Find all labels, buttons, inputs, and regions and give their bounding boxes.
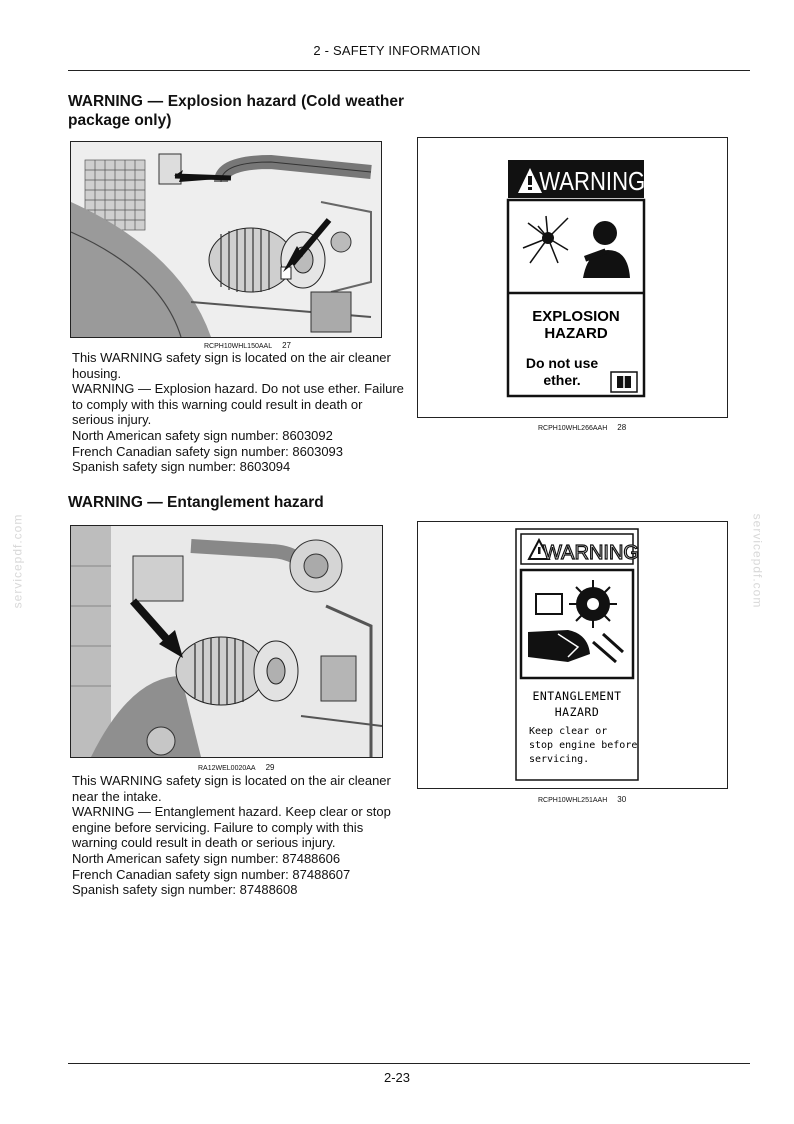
sign-30-header: WARNING bbox=[543, 542, 639, 564]
figure-intake-photo bbox=[70, 525, 383, 758]
figure-28-caption bbox=[538, 423, 626, 432]
figure-air-cleaner-photo bbox=[70, 141, 382, 338]
section-title-entanglement: WARNING — Entanglement hazard bbox=[68, 494, 324, 511]
figure-30-number: 30 bbox=[617, 795, 627, 804]
sign-28-header: WARNING bbox=[539, 167, 646, 197]
watermark-left: servicepdf.com bbox=[10, 513, 25, 609]
figure-29-code: RA12WEL0020AA bbox=[198, 765, 256, 772]
entanglement-sign-number-fc: French Canadian safety sign number: 87488607 bbox=[72, 866, 351, 882]
explosion-sign-number-na: North American safety sign number: 8603092 bbox=[72, 427, 333, 443]
entanglement-sign-number-es: Spanish safety sign number: 87488608 bbox=[72, 882, 298, 898]
figure-27-code: RCPH10WHL150AAL bbox=[204, 343, 273, 350]
explosion-sign-number-fc: French Canadian safety sign number: 8603093 bbox=[72, 443, 344, 459]
figure-30-caption bbox=[538, 795, 626, 804]
figure-explosion-sign bbox=[417, 137, 728, 418]
figure-27-number: 27 bbox=[282, 341, 291, 350]
sign-28-text-line2: ether. bbox=[543, 372, 581, 388]
figure-29-caption bbox=[198, 763, 275, 772]
running-header: 2 - SAFETY INFORMATION bbox=[313, 43, 481, 58]
sign-30-title-line1: ENTANGLEMENT bbox=[532, 689, 622, 703]
sign-28-text-line1: Do not use bbox=[525, 355, 599, 371]
watermark-right: servicepdf.com bbox=[750, 513, 765, 609]
sign-30-text-line3: servicing. bbox=[529, 754, 590, 765]
section-title-explosion: WARNING — Explosion hazard (Cold weather package only) bbox=[68, 93, 404, 129]
sign-28-title-line2: HAZARD bbox=[544, 325, 608, 342]
footer-rule bbox=[68, 1063, 750, 1064]
figure-27-caption bbox=[204, 341, 291, 350]
sign-30-text-line1: Keep clear or bbox=[529, 726, 608, 737]
explosion-paragraph-warning: WARNING — Explosion hazard. Do not use ether. Failure to comply with this warning could result in death or serious injury. bbox=[72, 381, 404, 428]
sign-30-title-line2: HAZARD bbox=[554, 705, 600, 719]
explosion-body-text bbox=[72, 350, 404, 475]
figure-entanglement-sign bbox=[417, 521, 728, 789]
page-number: 2-23 bbox=[383, 1070, 411, 1085]
sign-30-text-line2: stop engine before bbox=[529, 740, 638, 751]
figure-30-code: RCPH10WHL251AAH bbox=[538, 797, 608, 804]
entanglement-body-text bbox=[72, 773, 404, 898]
sign-28-title-line1: EXPLOSION bbox=[532, 308, 620, 325]
figure-28-number: 28 bbox=[617, 423, 627, 432]
explosion-paragraph-location: This WARNING safety sign is located on the air cleaner housing. bbox=[72, 350, 391, 381]
entanglement-paragraph-location: This WARNING safety sign is located on the air cleaner near the intake. bbox=[72, 773, 391, 804]
explosion-sign-number-es: Spanish safety sign number: 8603094 bbox=[72, 459, 291, 475]
header-rule bbox=[68, 70, 750, 71]
entanglement-paragraph-warning: WARNING — Entanglement hazard. Keep clear or stop engine before servicing. Failure to comply with this warning could result in death or serious injury. bbox=[72, 804, 391, 851]
figure-28-code: RCPH10WHL266AAH bbox=[538, 425, 608, 432]
entanglement-sign-number-na: North American safety sign number: 87488606 bbox=[72, 850, 341, 866]
figure-29-number: 29 bbox=[265, 763, 275, 772]
